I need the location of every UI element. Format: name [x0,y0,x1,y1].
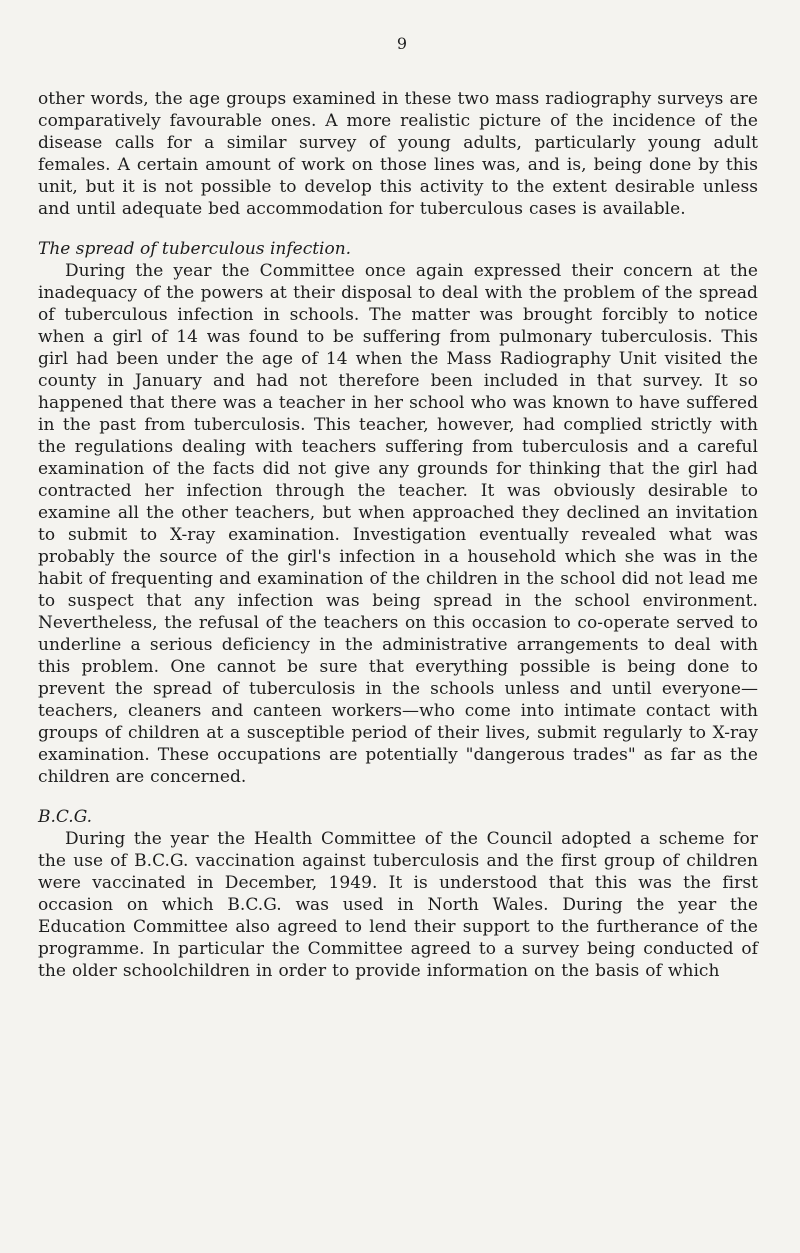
section-heading: B.C.G. [38,807,93,827]
section-bcg [38,806,758,982]
intro-paragraph: other words, the age groups examined in these two mass radiography surveys are comparatively favourable ones. A more realistic picture of the incidence of the disease calls for a similar survey of young adults, particularly young adult females. A certain amount of work on those lines was, and is, being done by this unit, but it is not possible to develop this activity to the extent desirable unless and until adequate bed accommodation for tuberculous cases is available. [38,89,758,219]
section-heading: The spread of tuberculous infection. [38,239,352,259]
section-paragraph: During the year the Health Committee of the Council adopted a scheme for the use of B.C.G. vaccination against tuberculosis and the first group of children were vaccinated in December, 1949. It is understood that this was the first occasion on which B.C.G. was used in North Wales. During the year the Education Committee also agreed to lend their support to the furtherance of the programme. In particular the Committee agreed to a survey being conducted of the older schoolchildren in order to provide information on the basis of which [38,829,758,981]
page-number: 9 [396,34,408,53]
section-spread-of-infection [38,238,758,788]
section-paragraph: During the year the Committee once again expressed their concern at the inadequacy of the powers at their disposal to deal with the problem of the spread of tuberculous infection in schools. The matter was brought forcibly to notice when a girl of 14 was found to be suffering from pulmonary tuberculosis. This girl had been under the age of 14 when the Mass Radiography Unit visited the county in January and had not therefore been included in that survey. It so happened that there was a teacher in her school who was known to have suffered in the past from tuberculosis. This teacher, however, had complied strictly with the regulations dealing with teachers suffering from tuberculosis and a careful examination of the facts did not give any grounds for thinking that the girl had contracted her infection through the teacher. It was obviously desirable to examine all the other teachers, but when approached they declined an invitation to submit to X-ray examination. Investigation eventually revealed what was probably the source of the girl's infection in a household which she was in the habit of frequenting and examination of the children in the school did not lead me to suspect that any infection was being spread in the school environment. Nevertheless, the refusal of the teachers on this occasion to co-operate served to underline a serious deficiency in the administrative arrangements to deal with this problem. One cannot be sure that everything possible is being done to prevent the spread of tuberculosis in the schools unless and until everyone—teachers, cleaners and canteen workers—who come into intimate contact with groups of children at a susceptible period of their lives, submit regularly to X-ray examination. These occupations are potentially "dangerous trades" as far as the children are concerned. [38,261,758,787]
